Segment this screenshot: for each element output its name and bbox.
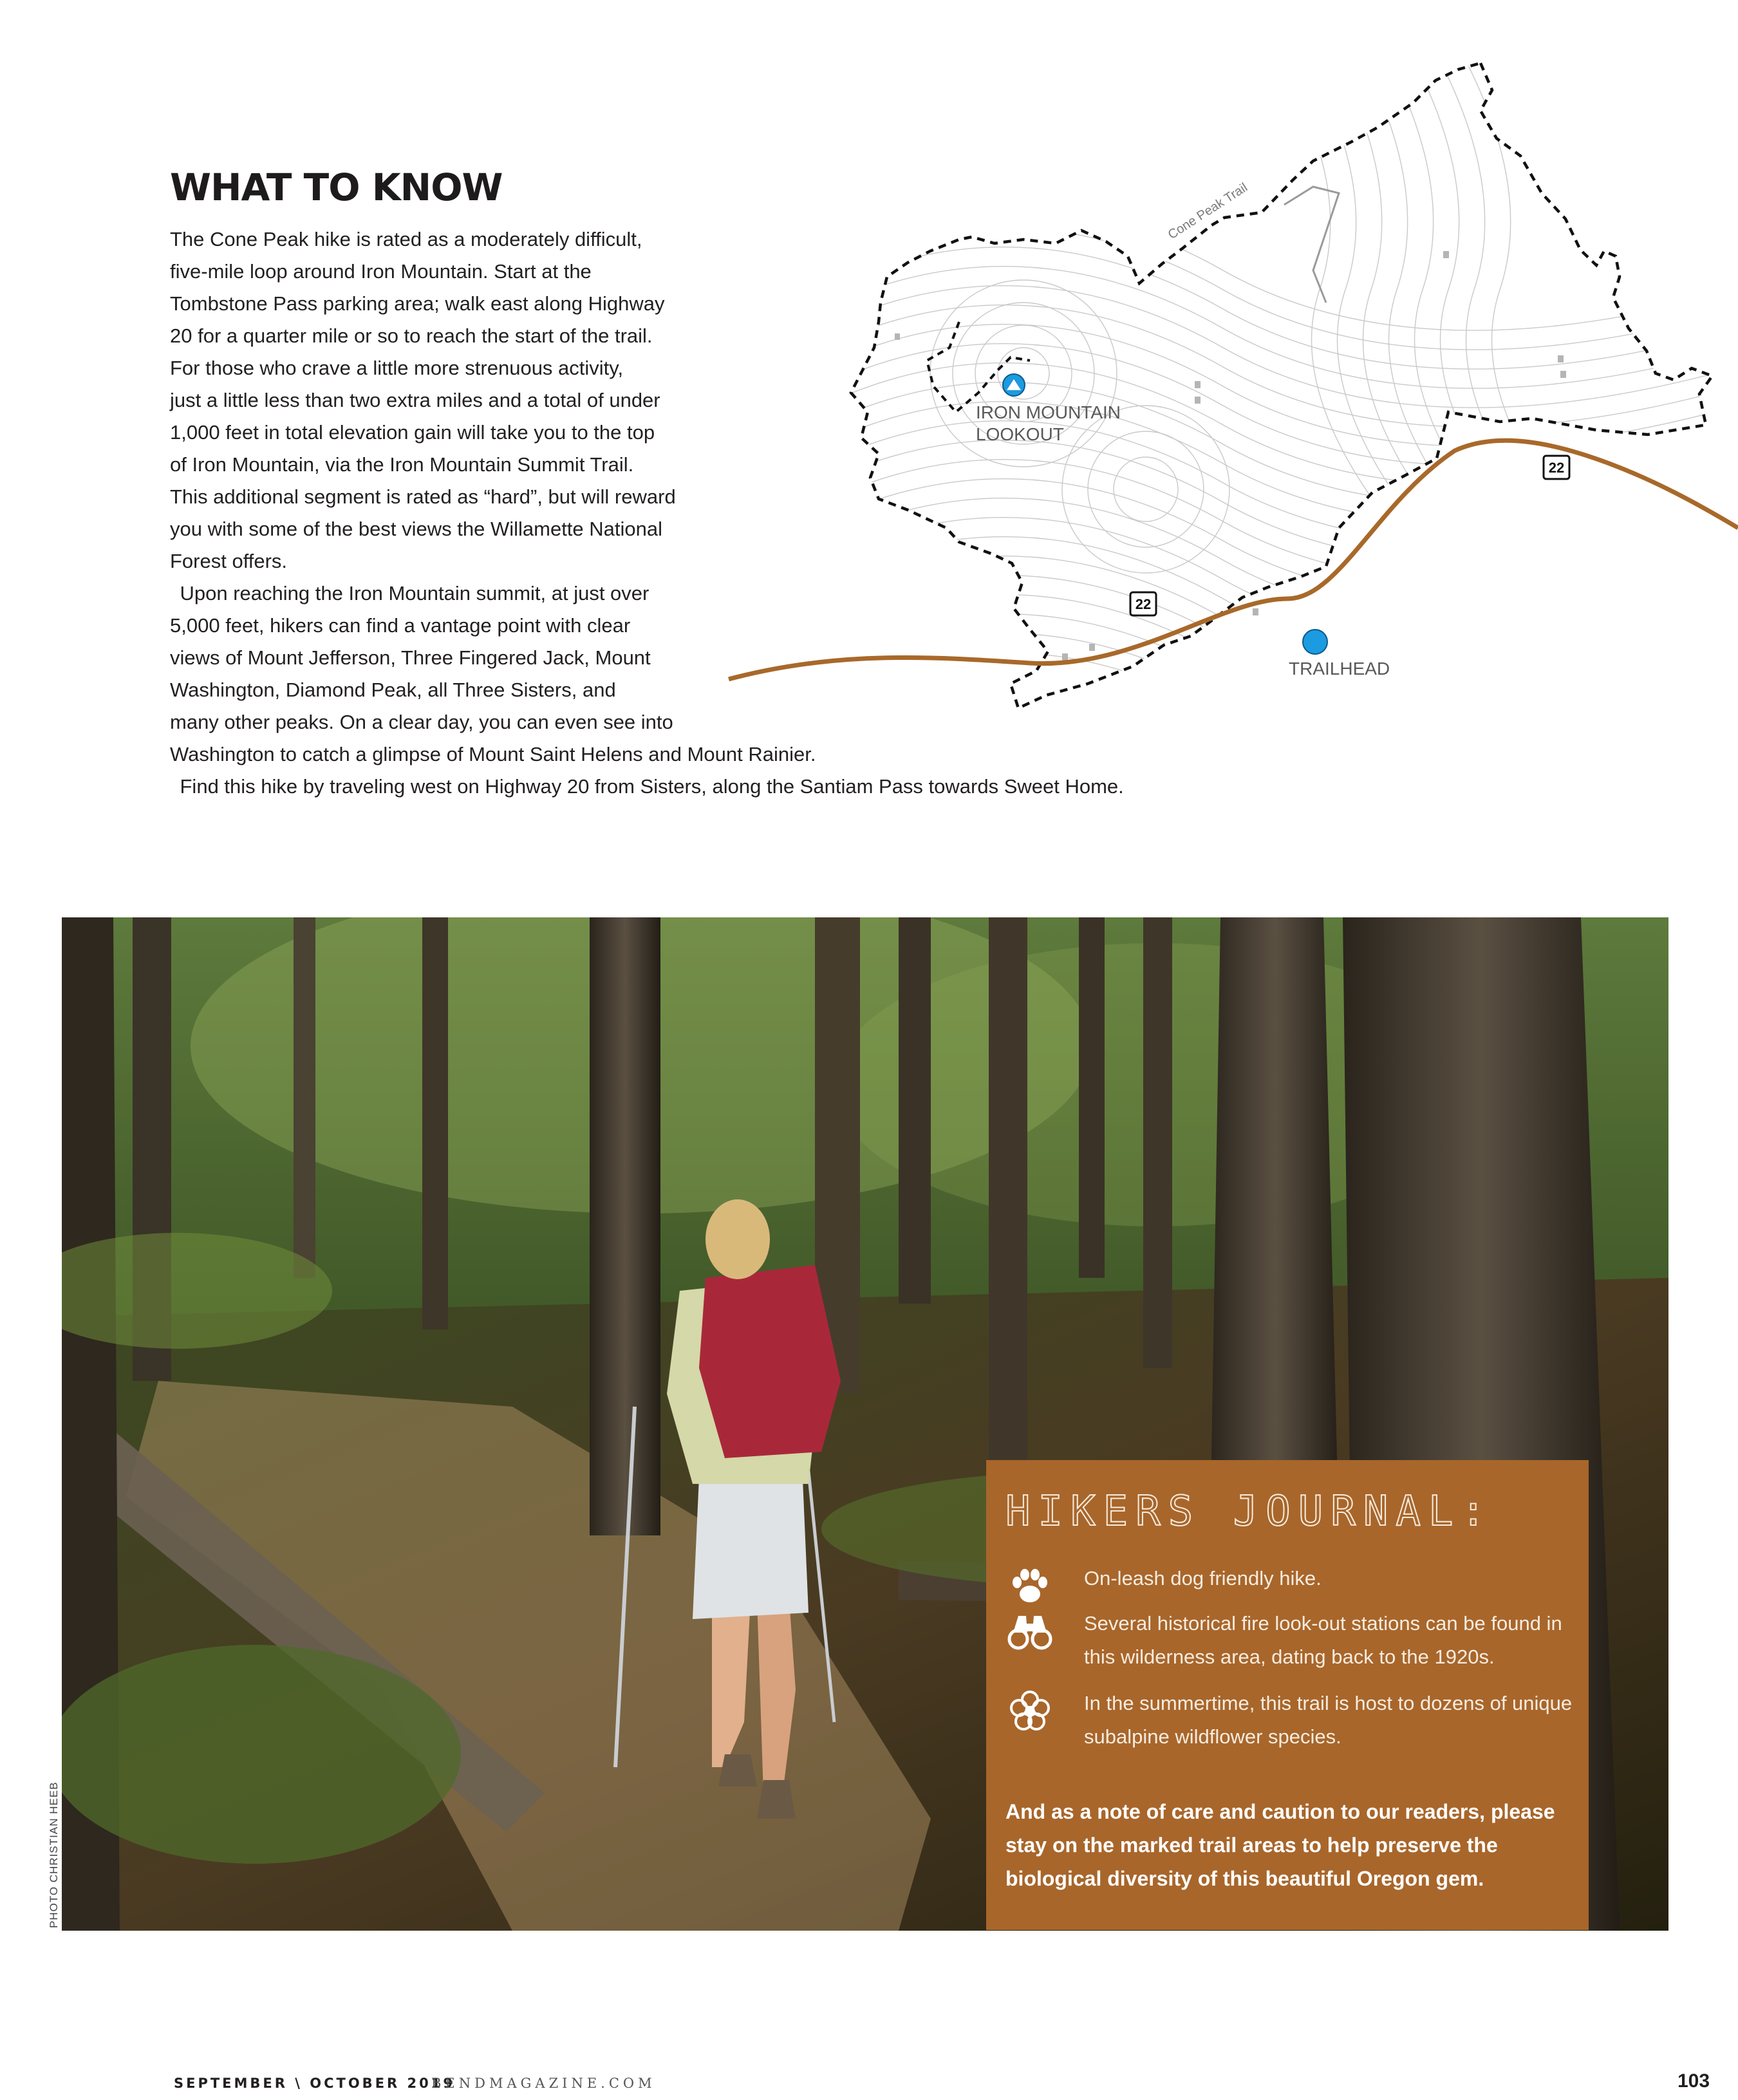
journal-item-text: On-leash dog friendly hike. — [1084, 1567, 1322, 1589]
highway-22-road — [729, 440, 1738, 679]
hikers-journal-box — [986, 1460, 1589, 1930]
binoculars-icon — [1005, 1607, 1054, 1656]
journal-note: And as a note of care and caution to our readers, please stay on the marked trail areas to help preserve the biological diversity of this beautiful Oregon gem. — [1005, 1800, 1555, 1890]
contour-lines — [837, 64, 1738, 734]
article-paragraph: Find this hike by traveling west on Highway 20 from Sisters, along the Santiam Pass towards Sweet Home. — [170, 775, 1124, 798]
trailhead-label: TRAILHEAD — [1289, 659, 1390, 679]
article-paragraph: Upon reaching the Iron Mountain summit, at just over 5,000 feet, hikers can find a vantage point with clear views of Mount Jefferson, Three Fingered Jack, Mount Washington, Diamond Peak, all Three Sisters, and many other peaks. On a clear day, you can even see into Washington to catch a glimpse of Mount Saint Helens and Mount Rainier. — [170, 582, 816, 765]
page-number: 103 — [1677, 2070, 1710, 2092]
cone-peak-trail-label: Cone Peak Trail — [1165, 180, 1251, 243]
journal-item-text: In the summertime, this trail is host to dozens of unique subalpine wildflower species. — [1084, 1692, 1573, 1748]
footer-issue-date: SEPTEMBER \ OCTOBER 2019 — [174, 2076, 455, 2091]
lookout-label-line1: IRON MOUNTAIN — [976, 402, 1121, 422]
trail-boundary — [851, 63, 1712, 708]
map-structure-markers — [895, 251, 1566, 661]
lookout-label-line2: LOOKOUT — [976, 424, 1064, 444]
hikers-journal-title: HIKERS JOURNAL: — [1005, 1488, 1493, 1535]
svg-text:22: 22 — [1548, 460, 1565, 476]
article-heading: WHAT TO KNOW — [170, 165, 503, 209]
photo-credit: PHOTO CHRISTIAN HEEB — [48, 1781, 60, 1928]
svg-text:22: 22 — [1135, 596, 1152, 612]
highway-shield-west — [1130, 592, 1156, 615]
summit-spur-trail — [927, 322, 1030, 412]
paw-print-icon — [1005, 1562, 1054, 1611]
highway-shield-east — [1544, 456, 1569, 479]
flower-icon — [1005, 1687, 1054, 1736]
journal-item-text: Several historical fire look-out stations can be found in this wilderness area, dating back to the 1920s. — [1084, 1612, 1562, 1668]
cone-peak-trail-line — [1284, 187, 1339, 303]
trailhead-marker — [1303, 630, 1327, 654]
trail-map — [721, 52, 1738, 734]
iron-mountain-lookout-marker — [1003, 374, 1025, 396]
footer-website[interactable]: BENDMAGAZINE.COM — [431, 2076, 656, 2091]
article-paragraph: The Cone Peak hike is rated as a moderately difficult, five-mile loop around Iron Mountain. Start at the Tombstone Pass parking area; walk east along Highway 20 for a quarter mile or so to reach the start of the trail. For those who crave a little more strenuous activity, just a little less than two extra miles and a total of under 1,000 feet in total elevation gain will take you to the top of Iron Mountain, via the Iron Mountain Summit Trail. This additional segment is rated as “hard”, but will reward you with some of the best views the Willamette National Forest offers. — [170, 228, 676, 572]
